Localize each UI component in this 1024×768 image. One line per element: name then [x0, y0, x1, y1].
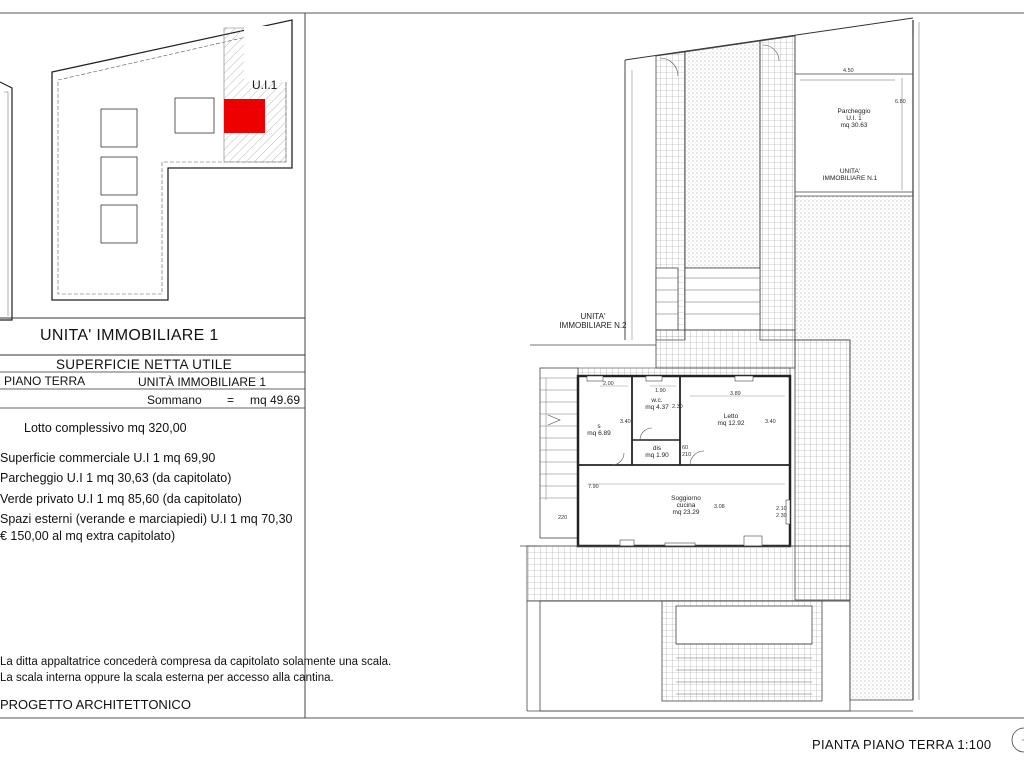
unit-title: UNITA' IMMOBILIARE 1: [40, 327, 219, 344]
parking-name: Parcheggio: [837, 108, 871, 115]
dim-190: 1.90: [655, 388, 666, 394]
room-s-area: mq 6.89: [587, 430, 611, 438]
note-line-1: La ditta appaltatrice concederà compresa da capitolato solamente una scala.: [0, 656, 392, 668]
room-dis: [645, 445, 669, 459]
title-block: [1012, 728, 1024, 752]
dim-340-b: 3.40: [765, 419, 776, 425]
unit1-label: [818, 168, 882, 182]
table-floor-label: PIANO TERRA: [4, 374, 86, 388]
unit1-label-line-1: UNITA': [839, 168, 861, 175]
unit-highlight-marker: [224, 99, 265, 133]
table-sum-label: Sommano: [147, 393, 202, 407]
table-unit-label: UNITÀ IMMOBILIARE 1: [138, 375, 267, 389]
dim-210: 210: [682, 452, 692, 458]
table-header: SUPERFICIE NETTA UTILE: [56, 357, 232, 372]
room-soggiorno-area: mq 23.29: [672, 509, 700, 517]
room-soggiorno: [666, 495, 706, 516]
room-dis-area: mq 1.90: [645, 452, 669, 460]
parking-dim-height: 6.80: [895, 99, 906, 105]
dim-220: 220: [558, 515, 568, 521]
dim-790: 7.90: [588, 484, 599, 490]
unit2-label-line-1: UNITA': [580, 312, 606, 321]
table-sum-value: mq 49.69: [250, 393, 301, 407]
dim-60: 60: [682, 445, 689, 451]
unit2-label-line-2: IMMOBILIARE N.2: [559, 321, 627, 331]
room-soggiorno-sub: cucina: [676, 502, 696, 510]
dim-340-a: 3.40: [620, 419, 631, 425]
surface-line-3: Verde privato U.I 1 mq 85,60 (da capitolato): [0, 492, 242, 506]
project-label: PROGETTO ARCHITETTONICO: [0, 697, 191, 712]
room-s: [587, 423, 611, 437]
unit1-label-line-2: IMMOBILIARE N.1: [822, 175, 878, 183]
room-letto-name: Letto: [723, 413, 739, 420]
lot-total: Lotto complessivo mq 320,00: [24, 421, 187, 435]
plan-title: PIANTA PIANO TERRA 1:100: [812, 737, 992, 752]
note-line-2: La scala interna oppure la scala esterna per accesso alla cantina.: [0, 672, 334, 684]
surface-line-1: Superficie commerciale U.I 1 mq 69,90: [0, 451, 216, 465]
room-wc-name: w.c.: [651, 397, 663, 404]
parking-area: mq 30.63: [840, 122, 868, 130]
key-plan-unit-label: U.I.1: [252, 78, 278, 92]
room-letto-area: mq 12.92: [717, 420, 745, 428]
room-letto: [716, 413, 746, 427]
surface-line-5: € 150,00 al mq extra capitolato): [0, 529, 176, 543]
unit2-label: [552, 312, 634, 330]
dim-210-b: 2.10: [776, 506, 787, 512]
surface-line-2: Parcheggio U.I 1 mq 30,63 (da capitolato): [0, 471, 232, 485]
room-dis-name: dis: [652, 445, 662, 452]
parking-label: [826, 108, 882, 129]
dim-230: 2.30: [672, 404, 683, 410]
room-s-name: s: [597, 423, 601, 430]
room-wc-area: mq 4.37: [645, 404, 669, 412]
surface-line-4: Spazi esterni (verande e marciapiedi) U.I 1 mq 70,30: [0, 512, 293, 526]
dim-389: 3.89: [730, 391, 741, 397]
room-soggiorno-name: Soggiorno: [671, 495, 701, 502]
dim-200: 2.00: [603, 381, 614, 387]
room-wc: [645, 397, 669, 411]
dim-308: 3.08: [714, 504, 725, 510]
table-equals: =: [227, 393, 235, 407]
parking-dim-width: 4.50: [843, 68, 854, 74]
parking-unit: U.I. 1: [846, 115, 862, 123]
dim-230-b: 2.30: [776, 513, 787, 519]
